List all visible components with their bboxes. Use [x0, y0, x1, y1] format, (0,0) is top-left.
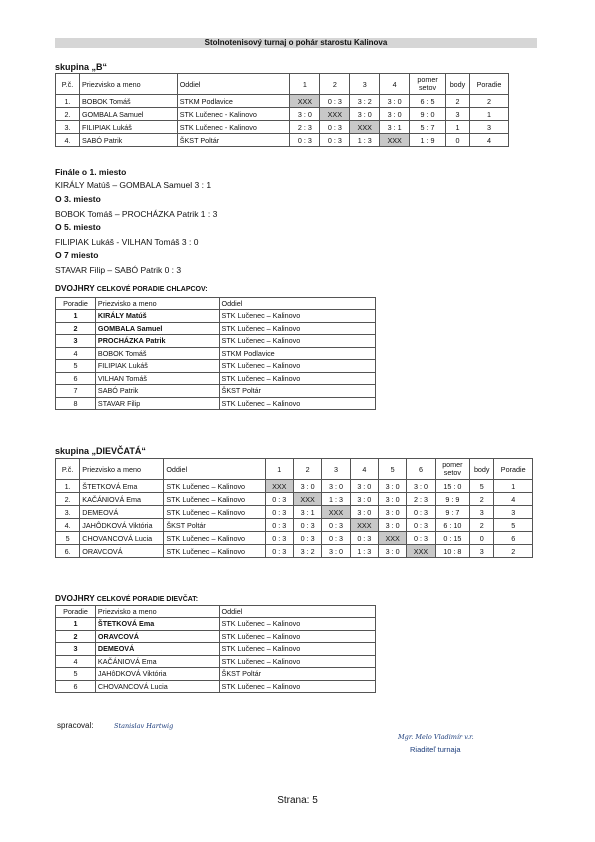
- table-cell: 4: [56, 655, 96, 668]
- table-cell: 0 : 3: [320, 134, 350, 147]
- column-header: Poradie: [494, 459, 533, 480]
- table-cell: 2: [469, 95, 508, 108]
- table-cell: 3 : 0: [378, 493, 406, 506]
- table-cell: STK Lučenec – Kalinovo: [219, 360, 375, 373]
- table-row: [56, 372, 376, 385]
- table-cell: STK Lučenec – Kalinovo: [219, 643, 375, 656]
- table-cell: JAHÔDKOVÁ Viktória: [80, 519, 164, 532]
- table-cell: STK Lučenec – Kalinovo: [164, 545, 265, 558]
- table-cell: 0 : 3: [407, 506, 435, 519]
- table-cell: ŠKST Poltár: [164, 519, 265, 532]
- table-cell: 0 : 15: [435, 532, 469, 545]
- table-cell: 7: [56, 385, 96, 398]
- table-cell: CHOVANCOVÁ Lucia: [80, 532, 164, 545]
- table-cell: 2 : 3: [407, 493, 435, 506]
- table-cell: DEMEOVÁ: [80, 506, 164, 519]
- table-cell: STK Lučenec – Kalinovo: [219, 310, 375, 323]
- table-cell: 1 : 3: [322, 493, 350, 506]
- table-cell: 1: [469, 108, 508, 121]
- table-cell: 1 : 3: [350, 134, 380, 147]
- heading-main: DVOJHRY: [55, 593, 95, 603]
- table-cell: STK Lučenec – Kalinovo: [219, 335, 375, 348]
- table-row: [56, 655, 376, 668]
- table-cell: CHOVANCOVÁ Lucia: [95, 680, 219, 693]
- table-row: [56, 680, 376, 693]
- header-row: [56, 74, 509, 95]
- table-cell: 6 : 5: [410, 95, 446, 108]
- table-cell: 6 : 10: [435, 519, 469, 532]
- group-girls-table: [55, 458, 533, 558]
- group-b-heading: skupina „B“: [55, 62, 108, 72]
- table-row: [56, 643, 376, 656]
- table-cell: 0 : 3: [407, 532, 435, 545]
- heading-rest: CELKOVÉ PORADIE C: [94, 286, 172, 293]
- table-cell: 0 : 3: [320, 121, 350, 134]
- table-cell: 5: [494, 519, 533, 532]
- table-cell: 3 : 0: [378, 545, 406, 558]
- table-cell: KIRÁLY Matúš: [95, 310, 219, 323]
- table-cell: 2.: [56, 493, 80, 506]
- table-cell: ORAVCOVÁ: [95, 630, 219, 643]
- table-row: [56, 310, 376, 323]
- table-cell: STK Lučenec – Kalinovo: [219, 372, 375, 385]
- table-cell: STK Lučenec – Kalinovo: [164, 532, 265, 545]
- column-header: Oddiel: [177, 74, 290, 95]
- heading-end: IEVČAT:: [171, 596, 199, 603]
- table-cell: 0 : 3: [265, 493, 293, 506]
- table-row: [56, 397, 376, 410]
- table-cell: STKM Podlavice: [177, 95, 290, 108]
- table-cell: 3 : 0: [380, 108, 410, 121]
- girls-ranking-heading: [55, 593, 198, 603]
- table-row: [56, 630, 376, 643]
- table-cell: ŠKST Poltár: [219, 668, 375, 681]
- table-cell: 2: [56, 322, 96, 335]
- group-girls-heading: skupina „DIEVČATÁ“: [55, 446, 146, 456]
- table-cell: 2: [56, 630, 96, 643]
- table-cell: 1 : 9: [410, 134, 446, 147]
- heading-main: DVOJHRY: [55, 283, 95, 293]
- table-cell: 3.: [56, 121, 80, 134]
- table-cell: STK Lučenec – Kalinovo: [219, 630, 375, 643]
- table-cell: 2: [470, 493, 494, 506]
- table-cell: STK Lučenec – Kalinovo: [164, 480, 265, 493]
- table-cell: 1: [56, 310, 96, 323]
- table-cell: 2: [494, 545, 533, 558]
- table-cell: BOBOK Tomáš: [79, 95, 177, 108]
- table-cell: XXX: [407, 545, 435, 558]
- table-cell: 1.: [56, 480, 80, 493]
- table-cell: STK Lučenec – Kalinovo: [164, 493, 265, 506]
- column-header: Poradie: [56, 298, 96, 310]
- column-header: Priezvisko a meno: [80, 459, 164, 480]
- column-header: P.č.: [56, 459, 80, 480]
- girls-ranking-table: [55, 605, 376, 693]
- table-cell: 3 : 0: [378, 480, 406, 493]
- boys-ranking-table: [55, 297, 376, 410]
- table-cell: 6: [56, 372, 96, 385]
- column-header: 2: [320, 74, 350, 95]
- table-cell: 5: [56, 668, 96, 681]
- table-cell: 1: [446, 121, 470, 134]
- column-header: 4: [350, 459, 378, 480]
- table-cell: 9 : 9: [435, 493, 469, 506]
- column-header: 2: [293, 459, 321, 480]
- table-cell: 3: [446, 108, 470, 121]
- table-cell: 9 : 7: [435, 506, 469, 519]
- group-b-table: [55, 73, 509, 147]
- table-row: [56, 545, 533, 558]
- table-row: [56, 335, 376, 348]
- column-header: pomer setov: [435, 459, 469, 480]
- table-cell: 3: [494, 506, 533, 519]
- table-cell: XXX: [322, 506, 350, 519]
- table-cell: 8: [56, 397, 96, 410]
- table-cell: PROCHÁZKA Patrik: [95, 335, 219, 348]
- table-cell: 0 : 3: [322, 532, 350, 545]
- column-header: Poradie: [469, 74, 508, 95]
- table-cell: STK Lučenec - Kalinovo: [177, 108, 290, 121]
- boys-ranking-heading: [55, 283, 208, 293]
- header-row: [56, 606, 376, 618]
- table-cell: GOMBALA Samuel: [95, 322, 219, 335]
- column-header: P.č.: [56, 74, 80, 95]
- table-cell: 3 : 1: [380, 121, 410, 134]
- table-cell: XXX: [293, 493, 321, 506]
- table-cell: 0 : 3: [322, 519, 350, 532]
- table-cell: JAHôDKOVÁ Viktória: [95, 668, 219, 681]
- table-cell: 3 : 2: [293, 545, 321, 558]
- table-cell: 3 : 0: [350, 108, 380, 121]
- table-cell: 0 : 3: [293, 532, 321, 545]
- table-cell: XXX: [265, 480, 293, 493]
- table-row: [56, 108, 509, 121]
- table-cell: 0 : 3: [265, 532, 293, 545]
- table-cell: 0 : 3: [320, 95, 350, 108]
- table-row: [56, 385, 376, 398]
- prepared-by-signature: Stanislav Hartwig: [114, 722, 174, 730]
- table-cell: 0 : 3: [290, 134, 320, 147]
- table-row: [56, 95, 509, 108]
- table-row: [56, 480, 533, 493]
- column-header: pomer setov: [410, 74, 446, 95]
- table-cell: 15 : 0: [435, 480, 469, 493]
- table-cell: KAČÁNIOVÁ Ema: [80, 493, 164, 506]
- column-header: 3: [350, 74, 380, 95]
- table-cell: 3 : 2: [350, 95, 380, 108]
- table-cell: 6: [56, 680, 96, 693]
- table-cell: 3 : 0: [350, 493, 378, 506]
- table-cell: STK Lučenec – Kalinovo: [219, 655, 375, 668]
- column-header: 4: [380, 74, 410, 95]
- column-header: Priezvisko a meno: [79, 74, 177, 95]
- table-cell: 3 : 0: [378, 506, 406, 519]
- table-cell: VILHAN Tomáš: [95, 372, 219, 385]
- table-cell: 4.: [56, 519, 80, 532]
- page-footer: Strana: 5: [277, 795, 318, 806]
- table-cell: 3.: [56, 506, 80, 519]
- table-cell: 4.: [56, 134, 80, 147]
- table-cell: ORAVCOVÁ: [80, 545, 164, 558]
- column-header: 6: [407, 459, 435, 480]
- prepared-by-label: spracoval:: [57, 721, 94, 730]
- column-header: Priezvisko a meno: [95, 606, 219, 618]
- column-header: body: [446, 74, 470, 95]
- table-cell: XXX: [380, 134, 410, 147]
- table-cell: STK Lučenec – Kalinovo: [219, 680, 375, 693]
- table-cell: 5: [470, 480, 494, 493]
- final-result: BOBOK Tomáš – PROCHÁZKA Patrik 1 : 3: [55, 209, 218, 219]
- table-cell: ŠTETKOVÁ Ema: [80, 480, 164, 493]
- table-cell: SABÓ Patrik: [95, 385, 219, 398]
- table-cell: 3 : 0: [350, 480, 378, 493]
- table-cell: 3: [469, 121, 508, 134]
- table-cell: 3 : 0: [322, 480, 350, 493]
- table-cell: 3 : 0: [380, 95, 410, 108]
- final-heading: O 5. miesto: [55, 222, 101, 232]
- table-cell: 5 : 7: [410, 121, 446, 134]
- table-cell: 3: [56, 643, 96, 656]
- table-cell: BOBOK Tomáš: [95, 347, 219, 360]
- table-cell: STAVAR Filip: [95, 397, 219, 410]
- table-row: [56, 532, 533, 545]
- column-header: 3: [322, 459, 350, 480]
- table-row: [56, 668, 376, 681]
- table-cell: 0 : 3: [350, 532, 378, 545]
- table-cell: ŠTETKOVÁ Ema: [95, 618, 219, 631]
- column-header: 1: [290, 74, 320, 95]
- table-cell: STK Lučenec – Kalinovo: [219, 618, 375, 631]
- table-cell: 9 : 0: [410, 108, 446, 121]
- table-cell: 5: [56, 532, 80, 545]
- table-cell: 3: [470, 545, 494, 558]
- heading-end: HLAPCOV:: [171, 286, 208, 293]
- table-cell: FILIPIAK Lukáš: [79, 121, 177, 134]
- column-header: body: [470, 459, 494, 480]
- table-cell: STK Lučenec – Kalinovo: [219, 322, 375, 335]
- table-cell: 4: [469, 134, 508, 147]
- header-row: [56, 298, 376, 310]
- final-result: STAVAR Filip – SABÓ Patrik 0 : 3: [55, 265, 182, 275]
- header-row: [56, 459, 533, 480]
- table-cell: 3 : 1: [293, 506, 321, 519]
- table-cell: 0 : 3: [407, 519, 435, 532]
- table-cell: 1.: [56, 95, 80, 108]
- table-cell: 3 : 0: [293, 480, 321, 493]
- director-role: Riaditeľ turnaja: [410, 745, 461, 754]
- table-cell: 2: [470, 519, 494, 532]
- director-signature: Mgr. Melo Vladimír v.r.: [398, 733, 474, 741]
- table-row: [56, 322, 376, 335]
- table-cell: 3 : 0: [350, 506, 378, 519]
- table-cell: 2 : 3: [290, 121, 320, 134]
- table-cell: 6: [494, 532, 533, 545]
- column-header: 1: [265, 459, 293, 480]
- table-cell: 1: [494, 480, 533, 493]
- table-cell: 4: [56, 347, 96, 360]
- column-header: Oddiel: [164, 459, 265, 480]
- table-cell: XXX: [320, 108, 350, 121]
- table-row: [56, 360, 376, 373]
- table-cell: 2.: [56, 108, 80, 121]
- table-row: [56, 347, 376, 360]
- table-cell: 0: [446, 134, 470, 147]
- table-cell: 4: [494, 493, 533, 506]
- column-header: Poradie: [56, 606, 96, 618]
- table-cell: STK Lučenec - Kalinovo: [177, 121, 290, 134]
- table-cell: 3 : 0: [322, 545, 350, 558]
- table-cell: 1 : 3: [350, 545, 378, 558]
- table-cell: 3 : 0: [378, 519, 406, 532]
- table-cell: 2: [446, 95, 470, 108]
- table-row: [56, 618, 376, 631]
- table-cell: XXX: [350, 519, 378, 532]
- page-title: Stolnotenisový turnaj o pohár starostu Kalinova: [55, 38, 537, 48]
- table-cell: 0 : 3: [265, 519, 293, 532]
- table-row: [56, 506, 533, 519]
- table-cell: STK Lučenec – Kalinovo: [164, 506, 265, 519]
- table-cell: ŠKST Poltár: [177, 134, 290, 147]
- table-cell: GOMBALA Samuel: [79, 108, 177, 121]
- final-result: KIRÁLY Matúš – GOMBALA Samuel 3 : 1: [55, 180, 212, 190]
- final-heading: Finále o 1. miesto: [55, 167, 127, 177]
- table-cell: XXX: [378, 532, 406, 545]
- column-header: 5: [378, 459, 406, 480]
- column-header: Oddiel: [219, 298, 375, 310]
- table-cell: 6.: [56, 545, 80, 558]
- table-cell: 3: [56, 335, 96, 348]
- column-header: Priezvisko a meno: [95, 298, 219, 310]
- table-cell: DEMEOVÁ: [95, 643, 219, 656]
- heading-rest: CELKOVÉ PORADIE D: [94, 596, 172, 603]
- table-cell: 5: [56, 360, 96, 373]
- table-cell: 10 : 8: [435, 545, 469, 558]
- table-cell: 0: [470, 532, 494, 545]
- table-cell: 0 : 3: [265, 545, 293, 558]
- table-cell: 3 : 0: [407, 480, 435, 493]
- table-row: [56, 519, 533, 532]
- final-heading: O 3. miesto: [55, 194, 101, 204]
- table-cell: 3 : 0: [290, 108, 320, 121]
- table-cell: XXX: [350, 121, 380, 134]
- table-cell: XXX: [290, 95, 320, 108]
- table-row: [56, 134, 509, 147]
- table-cell: SABÓ Patrik: [79, 134, 177, 147]
- table-cell: 3: [470, 506, 494, 519]
- table-cell: FILIPIAK Lukáš: [95, 360, 219, 373]
- table-cell: KAČÁNIOVÁ Ema: [95, 655, 219, 668]
- column-header: Oddiel: [219, 606, 375, 618]
- table-cell: 0 : 3: [265, 506, 293, 519]
- table-cell: ŠKST Poltár: [219, 385, 375, 398]
- table-row: [56, 121, 509, 134]
- table-cell: 0 : 3: [293, 519, 321, 532]
- table-cell: 1: [56, 618, 96, 631]
- final-heading: O 7 miesto: [55, 250, 99, 260]
- final-result: FILIPIAK Lukáš - VILHAN Tomáš 3 : 0: [55, 237, 199, 247]
- table-row: [56, 493, 533, 506]
- table-cell: STKM Podlavice: [219, 347, 375, 360]
- table-cell: STK Lučenec – Kalinovo: [219, 397, 375, 410]
